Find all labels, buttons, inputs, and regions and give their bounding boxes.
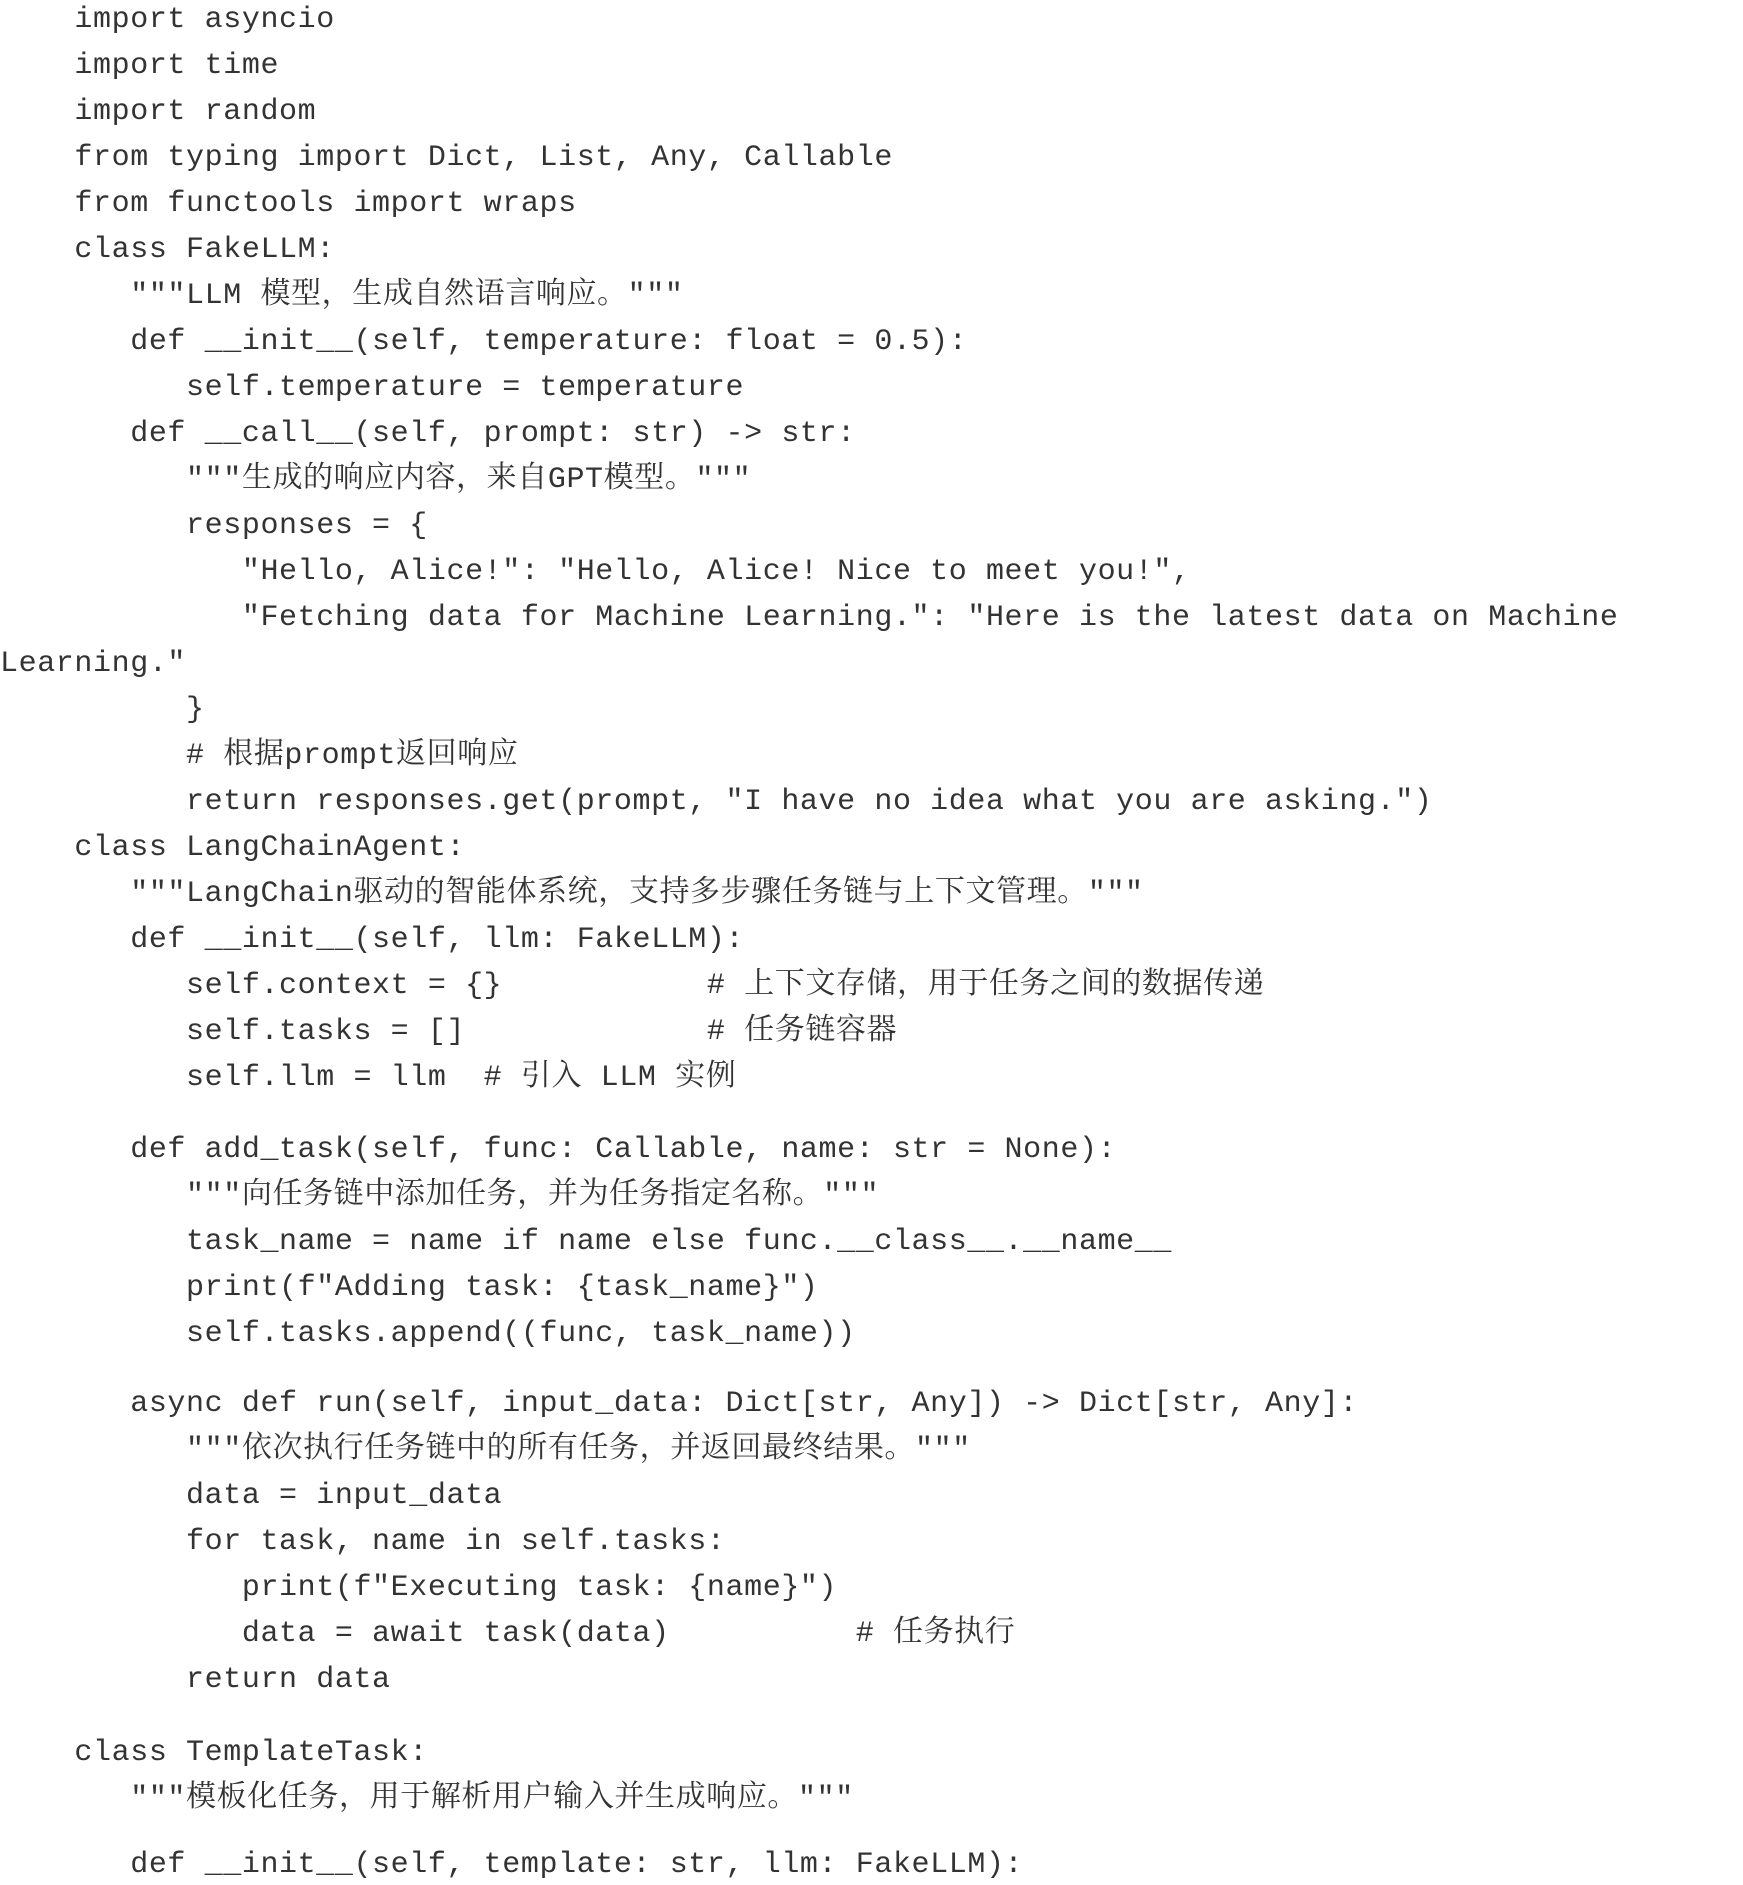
code-line-3: import random — [0, 95, 317, 129]
code-line-43: def __init__(self, template: str, llm: FakeLLM): — [0, 1848, 1024, 1882]
code-line-16: } — [0, 693, 205, 727]
code-line-15: Learning." — [0, 647, 187, 681]
code-line-37: data = await task(data) # 任务执行 — [0, 1617, 1016, 1651]
code-line-38: return data — [0, 1663, 391, 1697]
code-line-6: class FakeLLM: — [0, 233, 335, 267]
code-line-35: for task, name in self.tasks: — [0, 1525, 726, 1559]
code-line-20: """LangChain驱动的智能体系统，支持多步骤任务链与上下文管理。""" — [0, 877, 1144, 911]
code-line-36: print(f"Executing task: {name}") — [0, 1571, 838, 1605]
code-line-26: def add_task(self, func: Callable, name: str = None): — [0, 1133, 1117, 1167]
code-line-30: self.tasks.append((func, task_name)) — [0, 1317, 856, 1351]
code-line-2: import time — [0, 49, 280, 83]
code-line-40: class TemplateTask: — [0, 1736, 428, 1770]
code-line-24: self.llm = llm # 引入 LLM 实例 — [0, 1061, 737, 1095]
code-line-13: "Hello, Alice!": "Hello, Alice! Nice to meet you!", — [0, 555, 1191, 589]
code-line-18: return responses.get(prompt, "I have no idea what you are asking.") — [0, 785, 1433, 819]
code-line-7: """LLM 模型，生成自然语言响应。""" — [0, 279, 684, 313]
code-line-33: """依次执行任务链中的所有任务，并返回最终结果。""" — [0, 1433, 971, 1467]
code-line-9: self.temperature = temperature — [0, 371, 745, 405]
code-line-12: responses = { — [0, 509, 428, 543]
code-line-5: from functools import wraps — [0, 187, 577, 221]
code-line-17: # 根据prompt返回响应 — [0, 739, 519, 773]
code-line-14: "Fetching data for Machine Learning.": "Here is the latest data on Machine — [0, 601, 1619, 635]
code-line-1: import asyncio — [0, 3, 335, 37]
code-line-4: from typing import Dict, List, Any, Callable — [0, 141, 893, 175]
code-line-32: async def run(self, input_data: Dict[str, Any]) -> Dict[str, Any]: — [0, 1387, 1359, 1421]
code-line-29: print(f"Adding task: {task_name}") — [0, 1271, 819, 1305]
code-line-8: def __init__(self, temperature: float = 0.5): — [0, 325, 968, 359]
code-line-23: self.tasks = [] # 任务链容器 — [0, 1015, 898, 1049]
code-line-27: """向任务链中添加任务，并为任务指定名称。""" — [0, 1179, 880, 1213]
code-line-10: def __call__(self, prompt: str) -> str: — [0, 417, 856, 451]
code-line-19: class LangChainAgent: — [0, 831, 466, 865]
code-line-22: self.context = {} # 上下文存储，用于任务之间的数据传递 — [0, 969, 1265, 1003]
code-line-41: """模板化任务，用于解析用户输入并生成响应。""" — [0, 1782, 854, 1816]
code-line-21: def __init__(self, llm: FakeLLM): — [0, 923, 745, 957]
code-line-34: data = input_data — [0, 1479, 503, 1513]
code-line-28: task_name = name if name else func.__class__.__name__ — [0, 1225, 1172, 1259]
code-line-11: """生成的响应内容，来自GPT模型。""" — [0, 463, 752, 497]
